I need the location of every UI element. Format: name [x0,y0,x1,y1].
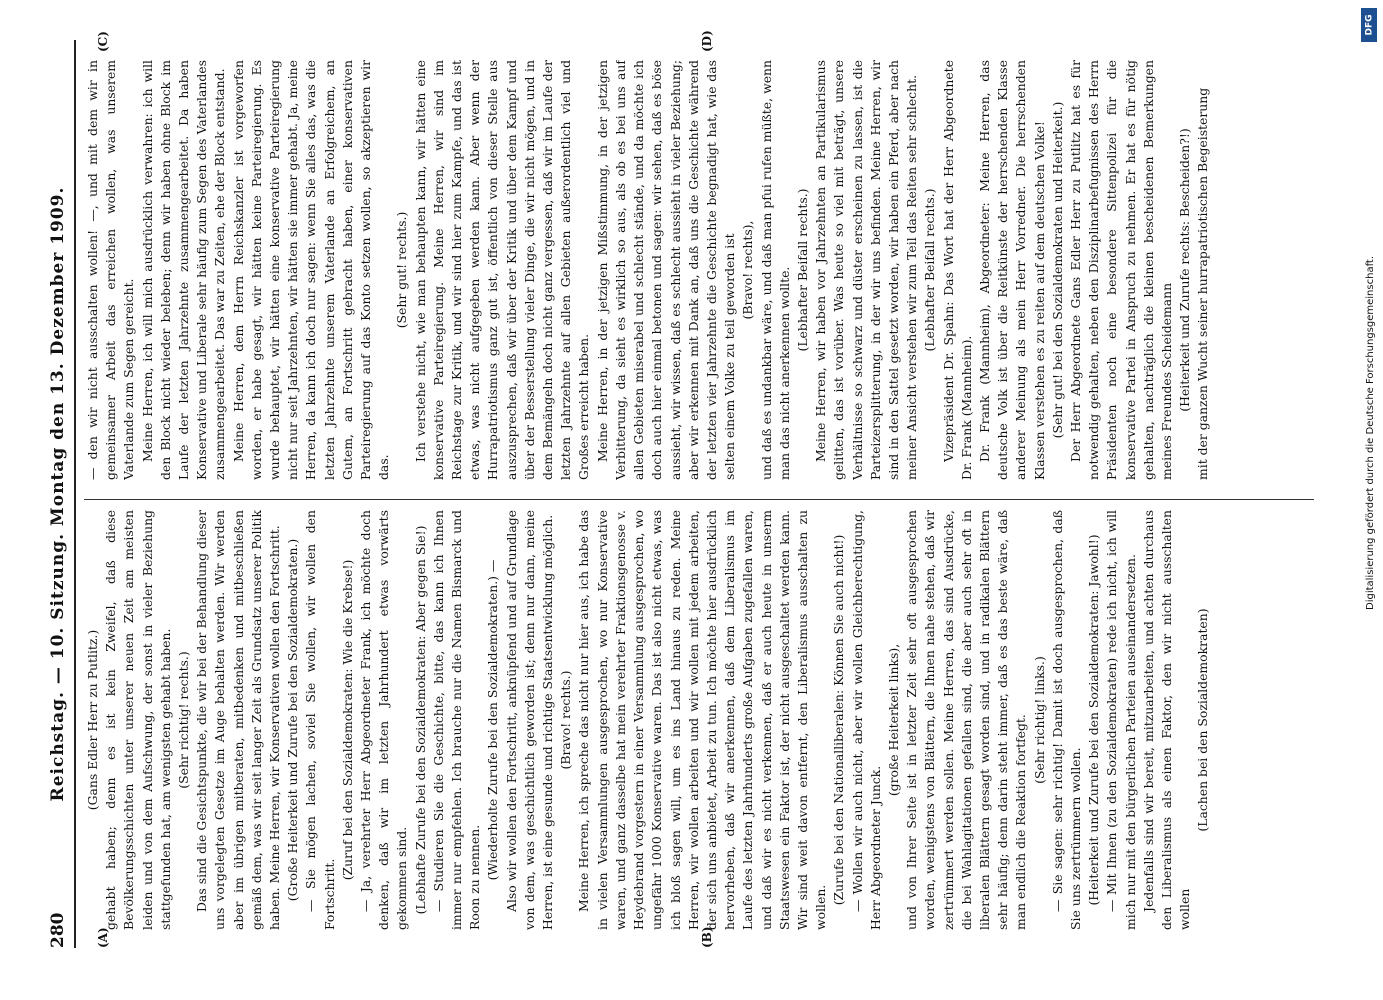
interjection: (Wiederholte Zurufe bei den Sozialdemokraten.) — [485,559,501,881]
page-title: Reichstag. — 10. Sitzung. Montag den 13. Dezember 1909. [48,186,68,802]
paragraph: Meine Herren, dem Herrn Reichskanzler ist vorgeworfen worden, er habe gesagt, wir hätten keine Parteiregierung. Es wurde behauptet, wir hätten eine konservative Parteiregierung nicht nur seit Jahrzehnten, wir hätten sie immer gehabt. Ja, meine Herren, da kann ich doch nur sagen: wenn Sie alles das, was die letzten Jahrzehnte unserem Vaterlande an Erfolgreichem, an Gutem, an Fortschritt gebracht haben, einer konservativen Parteiregierung auf das Konto setzen wollen, so akzeptieren wir das. [230,60,392,480]
paragraph: Vizepräsident Dr. Spahn: Das Wort hat der Herr Abgeordnete Dr. Frank (Mannheim). [940,60,974,480]
interjection: (Sehr gut! bei den Sozialdemokraten und Heiterkeit.) [1049,101,1065,439]
paragraph: mit der ganzen Wucht seiner hurrapatriotischen Begeisterung [1195,87,1211,480]
page-header [42,40,76,948]
paragraph: — den wir nicht ausschalten wollen! —, und mit dem wir in gemeinsamer Arbeit das erreichen wollen, was unserem Vaterlande zum Segen gereicht. [85,60,137,480]
interjection: (Bravo! rechts.) [558,670,574,770]
paragraph: — Mit Ihnen (zu den Sozialdemokraten) rede ich nicht, ich will mich nur mit den bürgerlichen Parteien auseinandersetzen. [1104,510,1138,930]
paragraph: Jedenfalls sind wir bereit, mitzuarbeiten, und achten durchaus den Liberalismus als einen Faktor, den wir nicht ausschalten wollen [1140,510,1193,930]
paragraph: — Studieren Sie die Geschichte, bitte, das kann ich Ihnen immer nur empfehlen. Ich brauche nur die Namen Bismarck und Roon zu nennen. [430,510,483,930]
paragraph: Dr. Frank (Mannheim), Abgeordneter: Meine Herren, das deutsche Volk ist über die Reitkünste der herrschenden Klasse anderer Meinung als mein Herr Vorredner. Die herrschenden Klassen verstehen es zu reiten auf dem deutschen Volke! [976,60,1047,480]
margin-mark-b: (B) [700,926,714,948]
paragraph: — Sie sagen: sehr richtig! Damit ist doch ausgesprochen, daß Sie uns zertrümmern wollen. [1049,510,1083,930]
interjection: (Zuruf bei den Sozialdemokraten: Wie die Krebse!) [339,559,355,881]
paragraph: und von Ihrer Seite ist in letzter Zeit sehr oft ausgesprochen worden, wenigstens von Blättern, die Ihnen nahe stehen, daß wir zertrümmert werden sollen. Meine Herren, das sind Ausdrücke, die bei Wahlagitationen gefallen sind, die aber auch sehr oft in liberalen Blättern gesagt worden sind, und in radikalen Blättern sehr häufig; denn darin steht immer, daß es das beste wäre, daß man endlich die Reaktion fortfegt. [904,510,1029,930]
speaker-note: (Gans Edler Herr zu Putlitz.) [85,629,100,811]
interjection: (Lebhafte Zurufe bei den Sozialdemokraten: Aber gegen Sie!) [412,525,428,915]
paragraph: gehabt haben; denn es ist kein Zweifel, daß diese Bevölkerungsschichten unter unserer neuen Zeit am meisten leiden und von dem Aufschwung, der sonst in vieler Beziehung stattgefunden hat, am wenigsten gehabt haben. [103,510,173,930]
paragraph: Ich verstehe nicht, wie man behaupten kann, wir hätten eine konservative Parteiregierung. Meine Herren, wir sind im Reichstage zur Kritik, und wir sind hier zum Kampfe, und das ist etwas, was nicht aufgegeben werden kann. Aber wenn der Hurrapatriotismus ganz gut ist, öffentlich von dieser Stelle aus auszusprechen, daß wir über der Kritik und über dem Kampf und über der Besserstellung vieler Dinge, die wir nicht mögen, und in dem Bemängeln doch nicht ganz vergessen, daß wir im Laufe der letzten Jahrzehnte auf allen Gebieten außerordentlich viel und Großes erreicht haben. [412,60,592,480]
paragraph: Also wir wollen den Fortschritt, anknüpfend und auf Grundlage von dem, was geschichtlich geworden ist; denn nur dann, meine Herren, ist eine gesunde und richtige Staatsentwicklung möglich. [503,510,556,930]
paragraph: Das sind die Gesichtspunkte, die wir bei der Behandlung dieser uns vorgelegten Gesetze im Auge behalten werden. Wir werden aber im übrigen mitberaten, mitbedenken und mitbeschließen gemäß dem, was wir seit langer Zeit als Grundsatz unserer Politik haben. Meine Herren, wir Konservativen wollen den Fortschritt. [194,510,283,930]
interjection: (Lebhafter Beifall rechts.) [794,188,810,352]
interjection: (Große Heiterkeit und Zurufe bei den Sozialdemokraten.) [285,538,301,902]
margin-mark-d: (D) [700,30,714,52]
paragraph: — Wollen wir auch nicht, aber wir wollen Gleichberechtigung, Herr Abgeordneter Junck. [849,510,883,930]
left-column [84,510,1314,930]
interjection: (Sehr gut! rechts.) [394,211,410,329]
page-number: 280 [48,912,68,948]
dfg-logo: DFG [1361,8,1377,42]
paragraph: Meine Herren, wir haben vor Jahrzehnten an Partikularismus gelitten, das ist vorüber. Was heute so viel mit beträgt, unsere Verhältnisse so schwarz und düster erscheinen zu lassen, ist die Parteizersplitterung, in der wir uns befinden. Meine Herren, wir sind in den Sattel gesetzt worden, wir haben ein Pferd, aber nach meiner Ansicht verstehen wir zum Teil das Reiten sehr schlecht. [813,60,920,480]
margin-mark-c: (C) [96,31,110,52]
interjection: (Lebhafter Beifall rechts.) [922,188,938,352]
paragraph: — Sie mögen lachen, soviel Sie wollen, wir wollen den Fortschritt. [303,510,337,930]
paragraph: Meine Herren, ich will mich ausdrücklich verwahren: ich will den Block nicht wieder beleben; denn wir haben ohne Block im Laufe der letzten Jahrzehnte zusammengearbeitet. Da haben Konservative und Liberale sehr häufig zum Segen des Vaterlandes zusammengearbeitet. Das war zu Zeiten, ehe der Block entstand. [139,60,228,480]
interjection: (Sehr richtig! links.) [1031,656,1047,784]
paragraph: Meine Herren, in der jetzigen Mißstimmung, in der jetzigen Verbitterung, da sieht es wirklich so aus, als ob es bei uns auf allen Gebieten miserabel und schlecht stände, und da möchte ich doch auch hier einmal betonen und sagen: wir sehen, daß es böse aussieht, wir wissen, daß es schlecht aussieht in vieler Beziehung; aber wir erkennen mit Dank an, daß uns die Geschichte während der letzten vier Jahrzehnte die Geschichte begnadigt hat, wie das selten einem Volke zu teil geworden ist [594,60,738,480]
paragraph: und daß es undankbar wäre, und daß man pfui rufen müßte, wenn man das nicht anerkennen wollte. [758,60,792,480]
digitization-credit: Digitalisierung gefördert durch die Deutsche Forschungsgemeinschaft. [1365,255,1376,610]
right-column [84,60,1314,480]
paragraph: Meine Herren, ich spreche das nicht nur hier aus, ich habe das in vielen Versammlungen ausgesprochen, wo nur Konservative waren, und ganz dasselbe hat mein verehrter Fraktionsgenosse v. Heydebrand vorgestern in einer Versammlung ausgesprochen, wo ungefähr 1000 Konservative waren. Das ist also nicht etwas, was ich bloß sagen will, um es ins Land hinaus zu reden. Meine Herren, wir wollen arbeiten und wir wollen mit jedem arbeiten, der sich uns anbietet, Arbeit zu tun. Ich möchte hier ausdrücklich hervorheben, daß wir anerkennen, daß dem Liberalismus im Laufe des letzten Jahrhunderts große Aufgaben zugefallen waren, und daß wir es nicht verkennen, daß er auch heute in unserm Staatswesen ein Faktor ist, der nicht ausgeschaltet werden kann. Wir sind weit davon entfernt, den Liberalismus ausschalten zu wollen. [576,510,829,930]
interjection: (Sehr richtig! rechts.) [176,651,192,789]
interjection: (Lachen bei den Sozialdemokraten) [1195,608,1211,832]
margin-mark-a: (A) [96,927,110,948]
paragraph: — Ja, verehrter Herr Abgeordneter Frank, ich möchte doch denken, daß wir im letzten Jahrhundert etwas vorwärts gekommen sind. [358,510,410,930]
interjection: (Heiterkeit und Zurufe rechts: Bescheiden?!) [1177,128,1193,412]
interjection: (Zurufe bei den Nationalliberalen: Können Sie auch nicht!) [831,534,847,906]
column-divider [84,499,1314,500]
interjection: (große Heiterkeit links), [885,643,901,797]
interjection: (Bravo! rechts), [740,220,756,320]
paragraph: Der Herr Abgeordnete Gans Edler Herr zu Putlitz hat es für notwendig gehalten, neben den Disziplinarbefugnissen des Herrn Präsidenten noch eine besondere Sittenpolizei für die konservative Partei in Anspruch zu nehmen. Er hat es für nötig gehalten, nachträglich die kleinen bescheidenen Bemerkungen meines Freundes Scheidemann [1067,60,1174,480]
credit-strip [1365,50,1379,990]
interjection: (Heiterkeit und Zurufe bei den Sozialdemokraten: Jawohl!) [1086,534,1102,906]
